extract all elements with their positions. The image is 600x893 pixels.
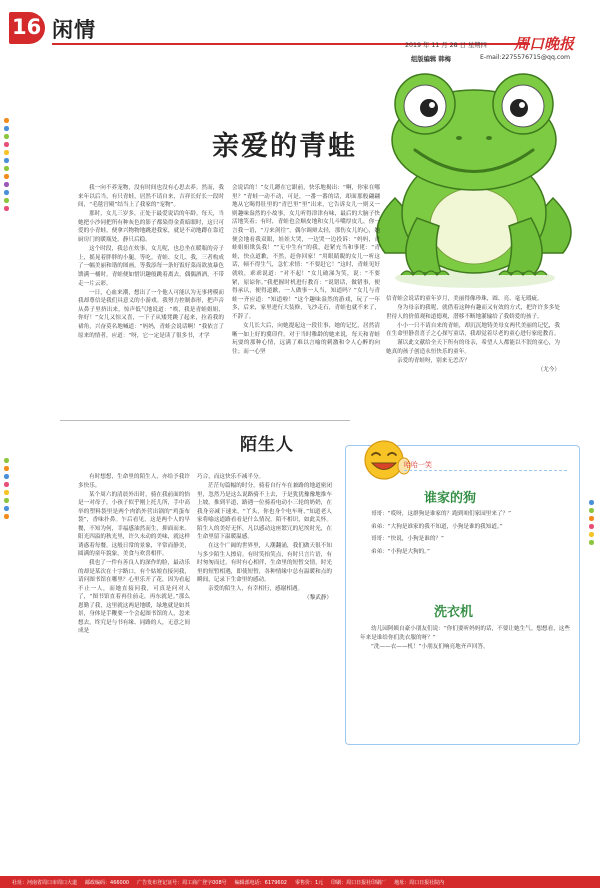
- footer-item: 零售价：1元: [294, 879, 324, 886]
- dot-strip-left-top: [2, 118, 12, 214]
- footer-item: 地址：周口日报社院内: [394, 879, 445, 886]
- feature-column-2: [232, 184, 380, 357]
- joke-line: 弟弟：“大狗是谁家的我不知道，小狗是谁的我知道。”: [371, 523, 503, 530]
- jokes-tag-rule: [404, 470, 567, 471]
- joke-1-title: 谁家的狗: [424, 491, 477, 506]
- footer-item: 编辑部电话：6179602: [234, 879, 287, 886]
- editor-credit: 组版编辑 韩梅: [411, 56, 451, 63]
- page-number: 16: [12, 15, 42, 39]
- joke-line: 哥哥：“快说，小狗是谁的？”: [371, 536, 444, 543]
- masthead-logo: 周口晚报: [514, 35, 575, 53]
- feature-title: 亲爱的青蛙: [212, 131, 357, 162]
- paragraph: 信青蛙会说话的童年岁月，美丽得像珍珠，圆、亮、毫无瑕疵。: [386, 296, 543, 302]
- joke-1-body: [360, 510, 570, 557]
- frog-illustration: [355, 68, 593, 293]
- paragraph: 亲爱的陌生人，有幸相行，感谢相遇。: [208, 586, 304, 592]
- dot-strip-right-bottom: [587, 500, 597, 548]
- joke-2-title: 洗衣机: [434, 605, 474, 620]
- paragraph: 茫茫旬篇幅的时分，骑着自行车在兼路的地道密闭里，忽然乃是这么说路骑不上去，于是犹犹豫豫地推车上坡。推到半道，路遇一位骑着电动小三轮的奶奶，在我身旁减下速来，“丫头，你也身个电车呀，”知道老人家将喻这道路看看是什么情况，陌不相识，如此关怀。陌生人的美好无怀，凡以感动这座繁冗的尼埃时光，在生命里留下温暖温感。: [197, 483, 332, 540]
- paragraph: 有时想想，生命里的陌生人，亦给予我许多快乐。: [78, 474, 190, 489]
- joke-line: 幼儿园阿姨自豪小朋友们说：“你们要听妈妈的话，不要让她生气。想想看，这些年来是谁给你们洗衣服的呀？”: [360, 626, 570, 641]
- footer-bar: [0, 876, 600, 888]
- paragraph: 谨以此文献给全天下所有的母亲，希望人人都能以不泯的童心，为她真的孩子创造永恒快乐的童年。: [386, 340, 560, 356]
- feature-author: （尤今）: [537, 367, 560, 374]
- paragraph: 那时，女儿三岁多，正处于最爱说话的年龄。每天，当她把小沙同把所有种灰色的影子都染得金黄暗眼时，这只可爱的小青蛙，便拿兴物物地跳进我家，就是不动地蹲在靠近厨房门的暖瓶处，静只后稳。: [78, 211, 224, 244]
- paragraph: 一日，心血来潮，想出了一个他人可能认为无事拷模而我却尊信是我们具意义的小游戏。我努力控制恭形，把声音从鼻子里挤出来，惊声低气地说道：“唉，我是青蛙姐姐，你好！”女儿又惊又喜，一下子从矮凳跳了起来，拉着我的裙角，兴奋莫名地喊道：“妈妈，青蛙会说话啊！”我依言了原来的情者，应道：“呀，它一定是读了很多书，才学: [78, 289, 224, 339]
- paragraph: 我一向不养宠物，没有时间也没有心思去养。然而，我来年以后当，有只青蛙，居然不请自来，吉祥长好长一段时间，“毛毯宫殿”结当上了我家的“宠物”。: [78, 185, 224, 209]
- feature-column-1: [78, 184, 224, 341]
- joke-line: 哥哥：“哎呀，这群狗是谁家的？跑到咱们家园里来了？”: [371, 511, 512, 517]
- section-title: 闲情: [52, 17, 96, 42]
- paragraph: 在这个广阔的世界里，人潮翻涌，我们做天很不知与多少陌生人擦肩。有时笑抬笑点，有时只言片语，有时匆匆而过，有时有心相伴，生命里的短暂交情，时光里的短暂相遇，即使短暂，各种情缘中总有温暖和点的瞬间，记录下生命里的感动。: [197, 543, 332, 583]
- stranger-column-1: [78, 473, 190, 636]
- paragraph: 某个周六的清晨外出时，骑在我前面的怡是一对母子，小孩子似乎刚上托儿所，手中高举的塑料袋里是两个肉馅外营出锅的“鸡蛋布袋”，香味扑鼻。乍后看见，这是两个人的早餐，不知为何，幸福感油然而生，抑面而来。阳光四溢的秋光里，许久未动的美味，就这样诱惑着每餐。这般日常的景象，平常而静美，圆满的童年貌象，美食与欢喜相伴。: [78, 491, 190, 557]
- paragraph: 我也了一件有善良人的深作的脸，最动乐的却是某次在十字路口，有个姑娘直接问我，请问图书馆在哪里？心里乐开了花，因为看起不止一人，而她直接问我，可真是问对人了，“图书馆直着再往前走，再东就是。”那么恩勤了我，这里就这两是地暖，绿地就是如其景，身体是手鞭要一个会起图书馆的人，忽来想去，终究是与书有缘、同路的人，无意之间成是: [78, 560, 190, 634]
- stranger-column-2: [197, 473, 332, 603]
- joke-line: 弟弟：“小狗是大狗的。”: [371, 548, 430, 555]
- paragraph: 亲爱的青蛙呀，别来无恙否？: [397, 358, 470, 365]
- paragraph: 身为母亲的我呢，就借着这种有趣而又有效的方式，把许许多多处世待人的价值观和道德观，潜移不断地灌输给了我娇爱的孩子。: [386, 305, 560, 320]
- paragraph: 巧合，而这快乐不减半分。: [197, 474, 265, 480]
- page-header: [0, 0, 600, 70]
- paragraph: 这个时段，我总在炊事，女儿呢，也总坐在暖瓶的旁子上，摇晃着胖胖的小腿，等吃。青蛙、女儿、我，三者构成了一幅美丽和谐的图画。等我添每一条好饭好菜而欲放暴色馈满一桶时，青蛙便如惜识趣般跳着离去，偶偶酒酒，不带走一片云彩。: [78, 246, 224, 287]
- footer-item: 广告发布登记证号：周工商广登字008号: [137, 879, 227, 886]
- footer-item: 社址：河南省周口市周口大道: [12, 879, 78, 886]
- joke-line: “洗——衣——机！”小朋友们响亮地齐声回答。: [371, 643, 489, 650]
- stranger-author: （黎武静）: [304, 595, 332, 601]
- dot-strip-left-bottom: [2, 458, 12, 522]
- editor-email: E-mail:2275576715@qq.com: [480, 54, 571, 61]
- footer-item: 邮政编码：466000: [85, 879, 130, 886]
- footer-item: 印刷：周口日报社印刷厂: [331, 879, 387, 886]
- jokes-tag: 哈哈一笑: [404, 461, 432, 469]
- joke-2-body: [360, 625, 570, 652]
- paragraph: 女儿长大后，向她提起这一段往事，她的记忆，居然清晰一如上好的冀印件。对于当时稚龄的她来说，每天和青蛙玩耍的那种心情，远满了难以言喻的刺激和令人心醉的向往；而一心坚: [232, 323, 380, 355]
- issue-date: 2019 年 11 月 28 日 星期四: [405, 42, 487, 49]
- feature-column-3: [386, 295, 560, 375]
- section-divider: [60, 420, 350, 421]
- paragraph: 小小一只不请自来的青蛙，却沉沉地铸美母女两代美丽的记忆，我在生命里静喜喜子之心探写童话，我却觉着尽老的童心进行家庭教育。: [386, 322, 560, 338]
- stranger-title: 陌生人: [240, 435, 294, 455]
- paragraph: 会说话的！”女儿蹲在它跟前，快乐地揭出：“啊，你家在哪里？”青蛙一动不动，可是，一番一番的话，却面那般翩翩地从它喝得肚里的“青巴里”里”出来，它告诉女儿一则又一则趣味盎然的小故事，女儿听得津津有味，最后的大脑子快活地笑着；有时，青蛙也会顺皮地和女儿斗嘴厚皮儿，你一言我一语，“刀来剑往”，偶尔调辩太轻，那伤女儿的心，她便会地看我双眼，娃娃大哭，一边哭一边投诉：“妈妈，青蛙姐姐欺负我！”“无中生有”的我，赶紧充当和事佬：“青蛙，快点道歉，不然，赶你回家！”用眼睛睨的女儿一听这话，顿不得生气，急忙求情：“不要赶它！”这时，青蛙见好就收，乖乖说道：“对不起！”女儿破涕为笑，说：“不要紧，原谅你。”我把握时机进行教育：“说错话，做错事，便得承认，便得道歉，一人做事一人当，知道吗？”女儿与青蛙一齐应道：“知道啦！”这个趣味盎然的游戏，玩了一年多，后来，家里进行大装修，飞沙走石，青蛙也就不来了，不辞了。: [232, 185, 380, 320]
